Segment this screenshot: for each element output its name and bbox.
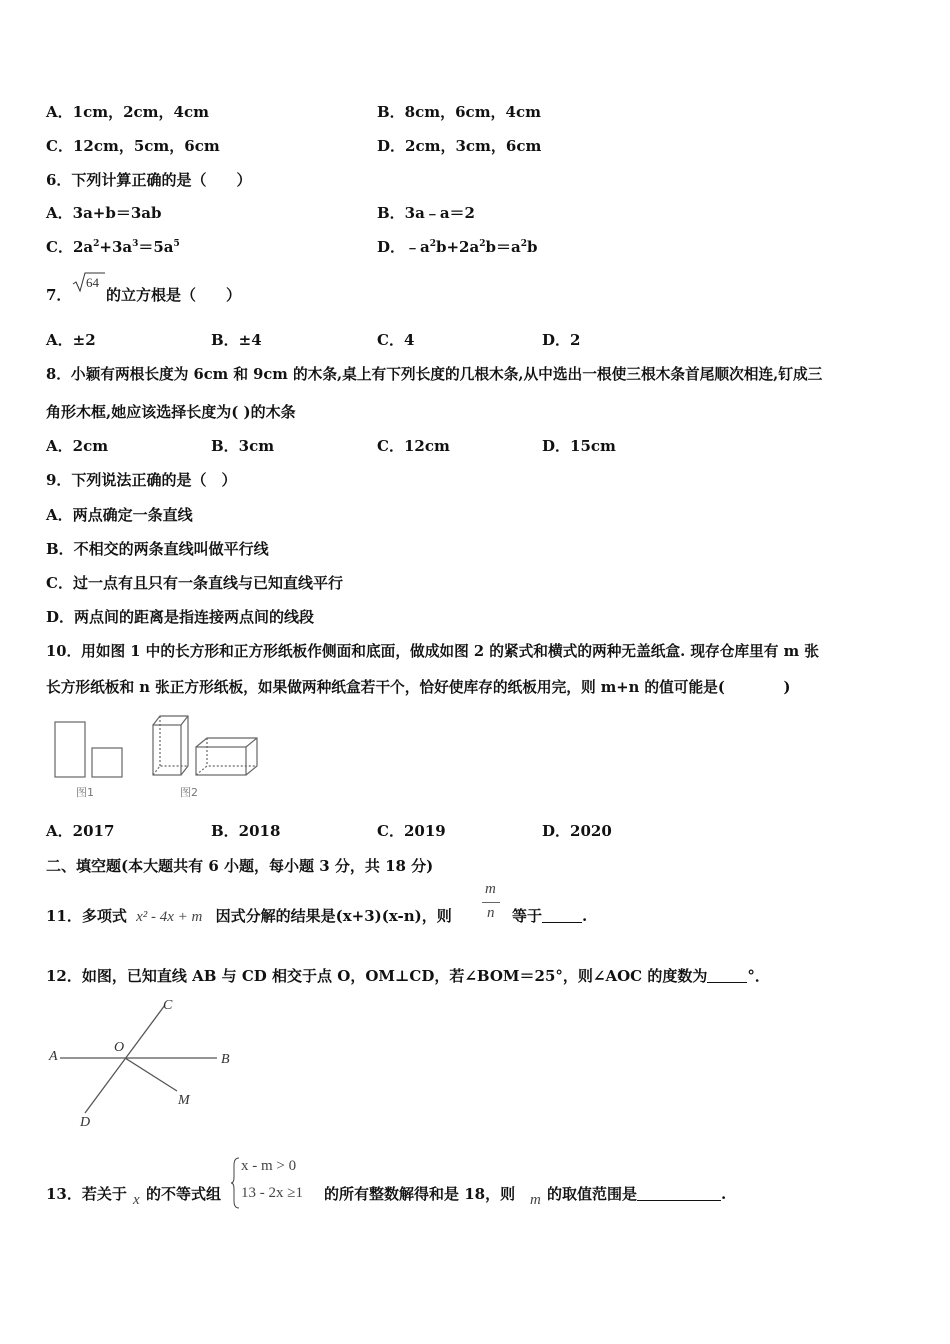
q9-option-a: A．两点确定一条直线 bbox=[46, 506, 193, 524]
intersecting-lines-figure bbox=[45, 995, 245, 1135]
label-o: O bbox=[114, 1040, 125, 1055]
q6-stem: 6．下列计算正确的是（ ） bbox=[46, 171, 252, 189]
q8-stem-line1: 8．小颖有两根长度为 6cm 和 9cm 的木条,桌上有下列长度的几根木条,从中选出一根使三根木条首尾顺次相连,钉成三 bbox=[46, 366, 823, 383]
q8-option-c: C．12cm bbox=[377, 437, 450, 455]
q9-option-d: D．两点间的距离是指连接两点间的线段 bbox=[46, 608, 315, 626]
q13-ending: 的取值范围是 . bbox=[547, 1185, 727, 1203]
q7-option-c: C．4 bbox=[377, 331, 415, 349]
q12-stem: 12．如图，已知直线 AB 与 CD 相交于点 O，OM⊥CD，若∠BOM＝25°，则∠AOC 的度数为 °． bbox=[46, 967, 770, 985]
label-c: C bbox=[163, 998, 173, 1013]
q11-fraction-denominator: n bbox=[487, 905, 495, 921]
q6-option-d: D．$﹣a^2b+2a^2b=a^2b$ bbox=[377, 238, 538, 256]
q9-option-b: B．不相交的两条直线叫做平行线 bbox=[46, 540, 269, 558]
q8-stem-line2: 角形木框,她应该选择长度为( )的木条 bbox=[46, 403, 296, 421]
q10-option-a: A．2017 bbox=[46, 822, 115, 840]
q6-option-b: B．3a﹣a＝2 bbox=[377, 204, 475, 222]
left-brace-icon bbox=[230, 1157, 240, 1209]
q13-variable-x: x bbox=[133, 1192, 140, 1208]
ray-om bbox=[125, 1058, 177, 1091]
label-d: D bbox=[80, 1115, 91, 1130]
vertical-box-shape bbox=[153, 716, 188, 775]
q13-variable-m: m bbox=[530, 1192, 541, 1208]
q8-option-d: D．15cm bbox=[542, 437, 616, 455]
q8-option-a: A．2cm bbox=[46, 437, 109, 455]
q13-inequality-2: 13 - 2x ≥1 bbox=[241, 1185, 303, 1201]
answer-blank[interactable] bbox=[707, 968, 747, 983]
q7-radicand: 64 bbox=[86, 275, 99, 290]
q5-option-d: D．2cm，3cm，6cm bbox=[377, 137, 542, 155]
section-2-heading: 二、填空题(本大题共有 6 小题，每小题 3 分，共 18 分) bbox=[46, 857, 434, 875]
horizontal-box-shape bbox=[196, 738, 257, 775]
answer-blank[interactable] bbox=[542, 908, 582, 923]
q11-line bbox=[46, 906, 452, 927]
q11-fraction-numerator: m bbox=[485, 881, 496, 897]
q11-polynomial: x² - 4x + m bbox=[136, 909, 203, 925]
q7-stem: 的立方根是（ ） bbox=[106, 286, 242, 304]
q10-stem-line1: 10．用如图 1 中的长方形和正方形纸板作侧面和底面，做成如图 2 的紧式和横式的两种无盖纸盒. 现存仓库里有 m 张 bbox=[46, 643, 819, 660]
q7-option-d: D．2 bbox=[542, 331, 581, 349]
label-b: B bbox=[221, 1052, 230, 1067]
q9-option-c: C．过一点有且只有一条直线与已知直线平行 bbox=[46, 574, 343, 592]
square-board-shape bbox=[92, 748, 122, 777]
q7-option-b: B．±4 bbox=[211, 331, 262, 349]
q11-prefix: 11．多项式 bbox=[46, 907, 127, 925]
q13-inequality-1: x - m > 0 bbox=[241, 1158, 297, 1174]
label-m: M bbox=[178, 1093, 190, 1108]
q10-option-b: B．2018 bbox=[211, 822, 281, 840]
figure-2-label: 图2 bbox=[180, 786, 198, 799]
q13-middle: 的不等式组 bbox=[146, 1185, 222, 1203]
q8-option-b: B．3cm bbox=[211, 437, 275, 455]
q5-option-c: C．12cm，5cm，6cm bbox=[46, 137, 220, 155]
q9-stem: 9．下列说法正确的是（ ） bbox=[46, 471, 237, 489]
q6-option-a: A．3a+b＝3ab bbox=[46, 204, 162, 222]
q5-option-a: A．1cm，2cm，4cm bbox=[46, 103, 209, 121]
answer-blank[interactable] bbox=[637, 1186, 721, 1201]
q10-option-c: C．2019 bbox=[377, 822, 446, 840]
rectangle-board-shape bbox=[55, 722, 85, 777]
q13-prefix: 13．若关于 bbox=[46, 1185, 127, 1203]
q13-suffix: 的所有整数解得和是 18，则 bbox=[324, 1185, 516, 1203]
q11-suffix: 等于 . bbox=[512, 907, 588, 925]
q6-option-c: C．$2a^2+3a^3=5a^5$ bbox=[46, 238, 180, 256]
q5-option-b: B．8cm，6cm，4cm bbox=[377, 103, 542, 121]
fraction-bar bbox=[482, 902, 500, 903]
line-cd bbox=[85, 1005, 165, 1113]
q7-option-a: A．±2 bbox=[46, 331, 96, 349]
label-a: A bbox=[49, 1049, 58, 1064]
q10-option-d: D．2020 bbox=[542, 822, 612, 840]
paper-box-figure bbox=[50, 712, 265, 784]
q10-stem-line2: 长方形纸板和 n 张正方形纸板，如果做两种纸盒若干个，恰好使库存的纸板用完，则 m+n 的值可能是( ) bbox=[46, 679, 791, 696]
q11-middle: 因式分解的结果是(x+3)(x-n)，则 bbox=[215, 907, 452, 925]
figure-1-label: 图1 bbox=[76, 786, 94, 799]
q7-number: 7． bbox=[46, 286, 72, 304]
